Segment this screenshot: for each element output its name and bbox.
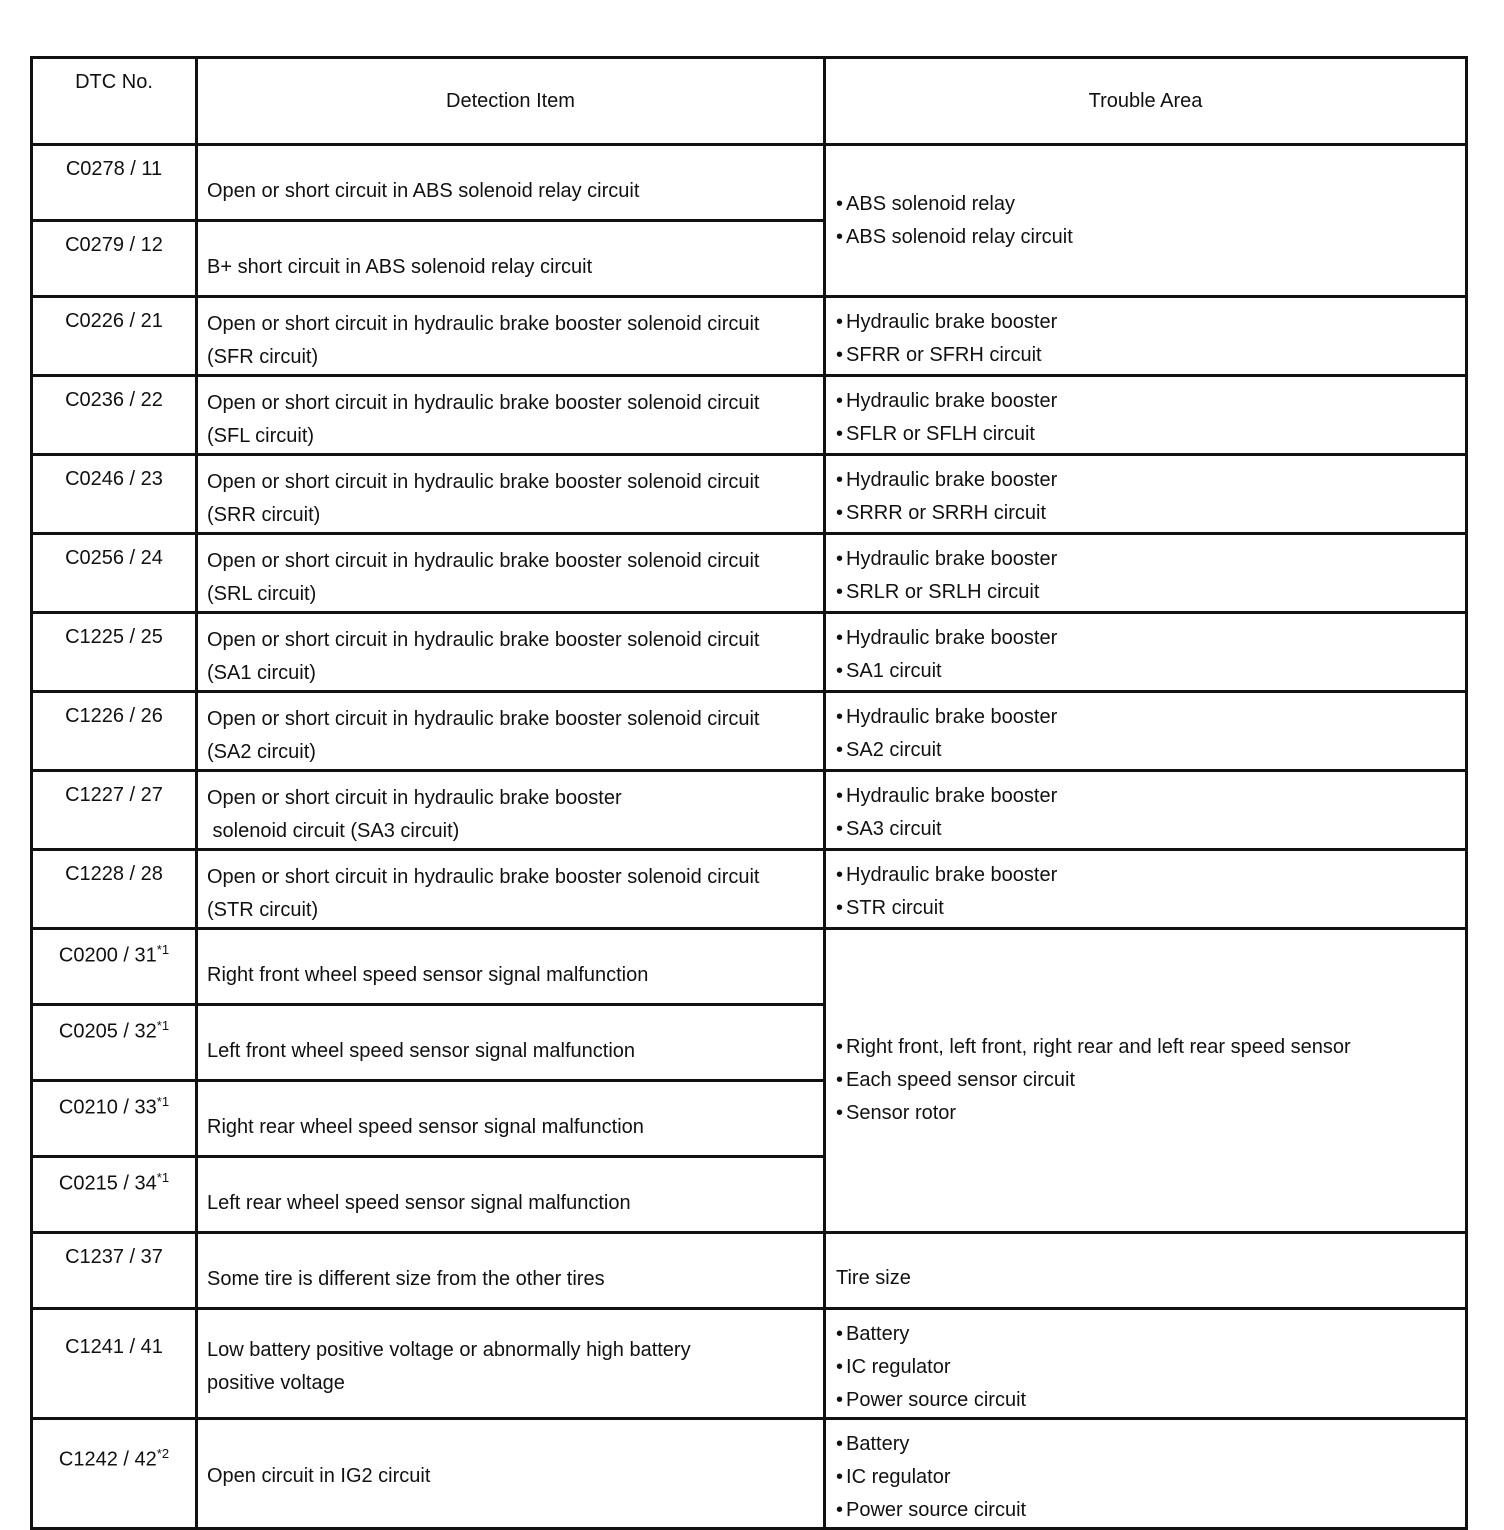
item-line: (SFR circuit)	[207, 346, 319, 368]
area-line: • Battery	[836, 1428, 1457, 1461]
area-line: • Hydraulic brake booster	[836, 464, 1457, 497]
dtc-code	[32, 1419, 197, 1529]
area-line: • Hydraulic brake booster	[836, 780, 1457, 813]
item-line: Open or short circuit in hydraulic brake booster solenoid circuit	[207, 313, 760, 335]
footnote-mark: *1	[156, 1170, 170, 1185]
dtc-code: C0278 / 11	[32, 145, 197, 221]
trouble-area	[825, 1419, 1467, 1529]
area-line: • Hydraulic brake booster	[836, 859, 1457, 892]
area-line: • SA1 circuit	[836, 655, 1457, 688]
table-row	[32, 771, 1467, 850]
area-line: • STR circuit	[836, 892, 1457, 925]
table-row	[32, 534, 1467, 613]
item-line: Open or short circuit in hydraulic brake booster solenoid circuit	[207, 629, 760, 651]
dtc-code: C1226 / 26	[32, 692, 197, 771]
dtc-code: C0256 / 24	[32, 534, 197, 613]
detection-item: Right front wheel speed sensor signal malfunction	[197, 929, 825, 1005]
dtc-code: C1225 / 25	[32, 613, 197, 692]
detection-item	[197, 376, 825, 455]
area-line: • IC regulator	[836, 1461, 1457, 1494]
dtc-code: C1228 / 28	[32, 850, 197, 929]
detection-item	[197, 534, 825, 613]
item-line: Open or short circuit in hydraulic brake booster	[207, 787, 622, 809]
area-line: • SFLR or SFLH circuit	[836, 418, 1457, 451]
dtc-code	[32, 1081, 197, 1157]
area-line: • Sensor rotor	[836, 1097, 1457, 1130]
trouble-area	[825, 613, 1467, 692]
table-row	[32, 1309, 1467, 1419]
area-line: • Battery	[836, 1318, 1457, 1351]
detection-item: Left rear wheel speed sensor signal malfunction	[197, 1157, 825, 1233]
item-line: solenoid circuit (SA3 circuit)	[207, 820, 460, 842]
detection-item: Open or short circuit in ABS solenoid relay circuit	[197, 145, 825, 221]
area-line: • SFRR or SFRH circuit	[836, 339, 1457, 372]
dtc-code	[32, 1005, 197, 1081]
dtc-code-text: C0215 / 34	[58, 1172, 157, 1195]
item-line: Open or short circuit in hydraulic brake booster solenoid circuit	[207, 866, 760, 888]
trouble-area	[825, 534, 1467, 613]
detection-item	[197, 297, 825, 376]
area-line: • ABS solenoid relay circuit	[836, 221, 1457, 254]
detection-item: Open circuit in IG2 circuit	[197, 1419, 825, 1529]
area-line: • Hydraulic brake booster	[836, 306, 1457, 339]
detection-item: Left front wheel speed sensor signal malfunction	[197, 1005, 825, 1081]
table-row	[32, 376, 1467, 455]
trouble-area	[825, 1309, 1467, 1419]
dtc-code-text: C0205 / 32	[58, 1020, 157, 1043]
item-line: (SRR circuit)	[207, 504, 321, 526]
area-line: • Each speed sensor circuit	[836, 1064, 1457, 1097]
dtc-code-text: C0210 / 33	[58, 1096, 157, 1119]
area-line: • Hydraulic brake booster	[836, 622, 1457, 655]
trouble-area	[825, 692, 1467, 771]
trouble-area	[825, 145, 1467, 297]
trouble-area: Tire size	[825, 1233, 1467, 1309]
detection-item	[197, 692, 825, 771]
area-line: • SRLR or SRLH circuit	[836, 576, 1457, 609]
dtc-code: C0246 / 23	[32, 455, 197, 534]
table-row	[32, 850, 1467, 929]
footnote-mark: *1	[156, 1094, 170, 1109]
trouble-area	[825, 376, 1467, 455]
trouble-area	[825, 850, 1467, 929]
area-line: • SA3 circuit	[836, 813, 1457, 846]
detection-item	[197, 850, 825, 929]
area-line: • ABS solenoid relay	[836, 188, 1457, 221]
table-row	[32, 1419, 1467, 1529]
table-row	[32, 297, 1467, 376]
item-line: Open or short circuit in hydraulic brake booster solenoid circuit	[207, 392, 760, 414]
footnote-mark: *1	[156, 942, 170, 957]
area-line: • Power source circuit	[836, 1494, 1457, 1527]
table-row	[32, 145, 1467, 221]
dtc-table	[30, 56, 1468, 1530]
item-line: (SA1 circuit)	[207, 662, 316, 684]
item-line: positive voltage	[207, 1372, 345, 1394]
area-line: • Hydraulic brake booster	[836, 385, 1457, 418]
item-line: Low battery positive voltage or abnormally high battery	[207, 1339, 691, 1361]
header-row	[32, 58, 1467, 145]
area-line: • SA2 circuit	[836, 734, 1457, 767]
dtc-code: C0226 / 21	[32, 297, 197, 376]
item-line: (SFL circuit)	[207, 425, 315, 447]
area-line: • IC regulator	[836, 1351, 1457, 1384]
detection-item	[197, 613, 825, 692]
item-line: (SRL circuit)	[207, 583, 317, 605]
area-line: • Power source circuit	[836, 1384, 1457, 1417]
area-line: • Hydraulic brake booster	[836, 701, 1457, 734]
table-row	[32, 1233, 1467, 1309]
table-row	[32, 929, 1467, 1005]
footnote-mark: *1	[156, 1018, 170, 1033]
dtc-code-text: C0200 / 31	[58, 944, 157, 967]
dtc-code-text: C1242 / 42	[58, 1448, 157, 1471]
trouble-area	[825, 297, 1467, 376]
header-detection-item: Detection Item	[197, 58, 825, 145]
detection-item: Right rear wheel speed sensor signal malfunction	[197, 1081, 825, 1157]
detection-item: Some tire is different size from the other tires	[197, 1233, 825, 1309]
detection-item: B+ short circuit in ABS solenoid relay circuit	[197, 221, 825, 297]
dtc-code: C0236 / 22	[32, 376, 197, 455]
dtc-code: C0279 / 12	[32, 221, 197, 297]
table-row	[32, 455, 1467, 534]
table-row	[32, 613, 1467, 692]
item-line: Open or short circuit in hydraulic brake booster solenoid circuit	[207, 471, 760, 493]
area-line: • SRRR or SRRH circuit	[836, 497, 1457, 530]
trouble-area	[825, 929, 1467, 1233]
footnote-mark: *2	[156, 1446, 170, 1461]
item-line: Open or short circuit in hydraulic brake booster solenoid circuit	[207, 550, 760, 572]
dtc-code: C1241 / 41	[32, 1309, 197, 1419]
dtc-code	[32, 1157, 197, 1233]
detection-item	[197, 771, 825, 850]
dtc-code	[32, 929, 197, 1005]
dtc-code: C1237 / 37	[32, 1233, 197, 1309]
area-line: • Right front, left front, right rear and left rear speed sensor	[836, 1031, 1457, 1064]
item-line: (STR circuit)	[207, 899, 319, 921]
detection-item	[197, 1309, 825, 1419]
detection-item	[197, 455, 825, 534]
dtc-code: C1227 / 27	[32, 771, 197, 850]
area-line: • Hydraulic brake booster	[836, 543, 1457, 576]
header-trouble-area: Trouble Area	[825, 58, 1467, 145]
header-dtc: DTC No.	[32, 58, 197, 145]
trouble-area	[825, 455, 1467, 534]
trouble-area	[825, 771, 1467, 850]
item-line: (SA2 circuit)	[207, 741, 316, 763]
item-line: Open or short circuit in hydraulic brake booster solenoid circuit	[207, 708, 760, 730]
table-row	[32, 692, 1467, 771]
